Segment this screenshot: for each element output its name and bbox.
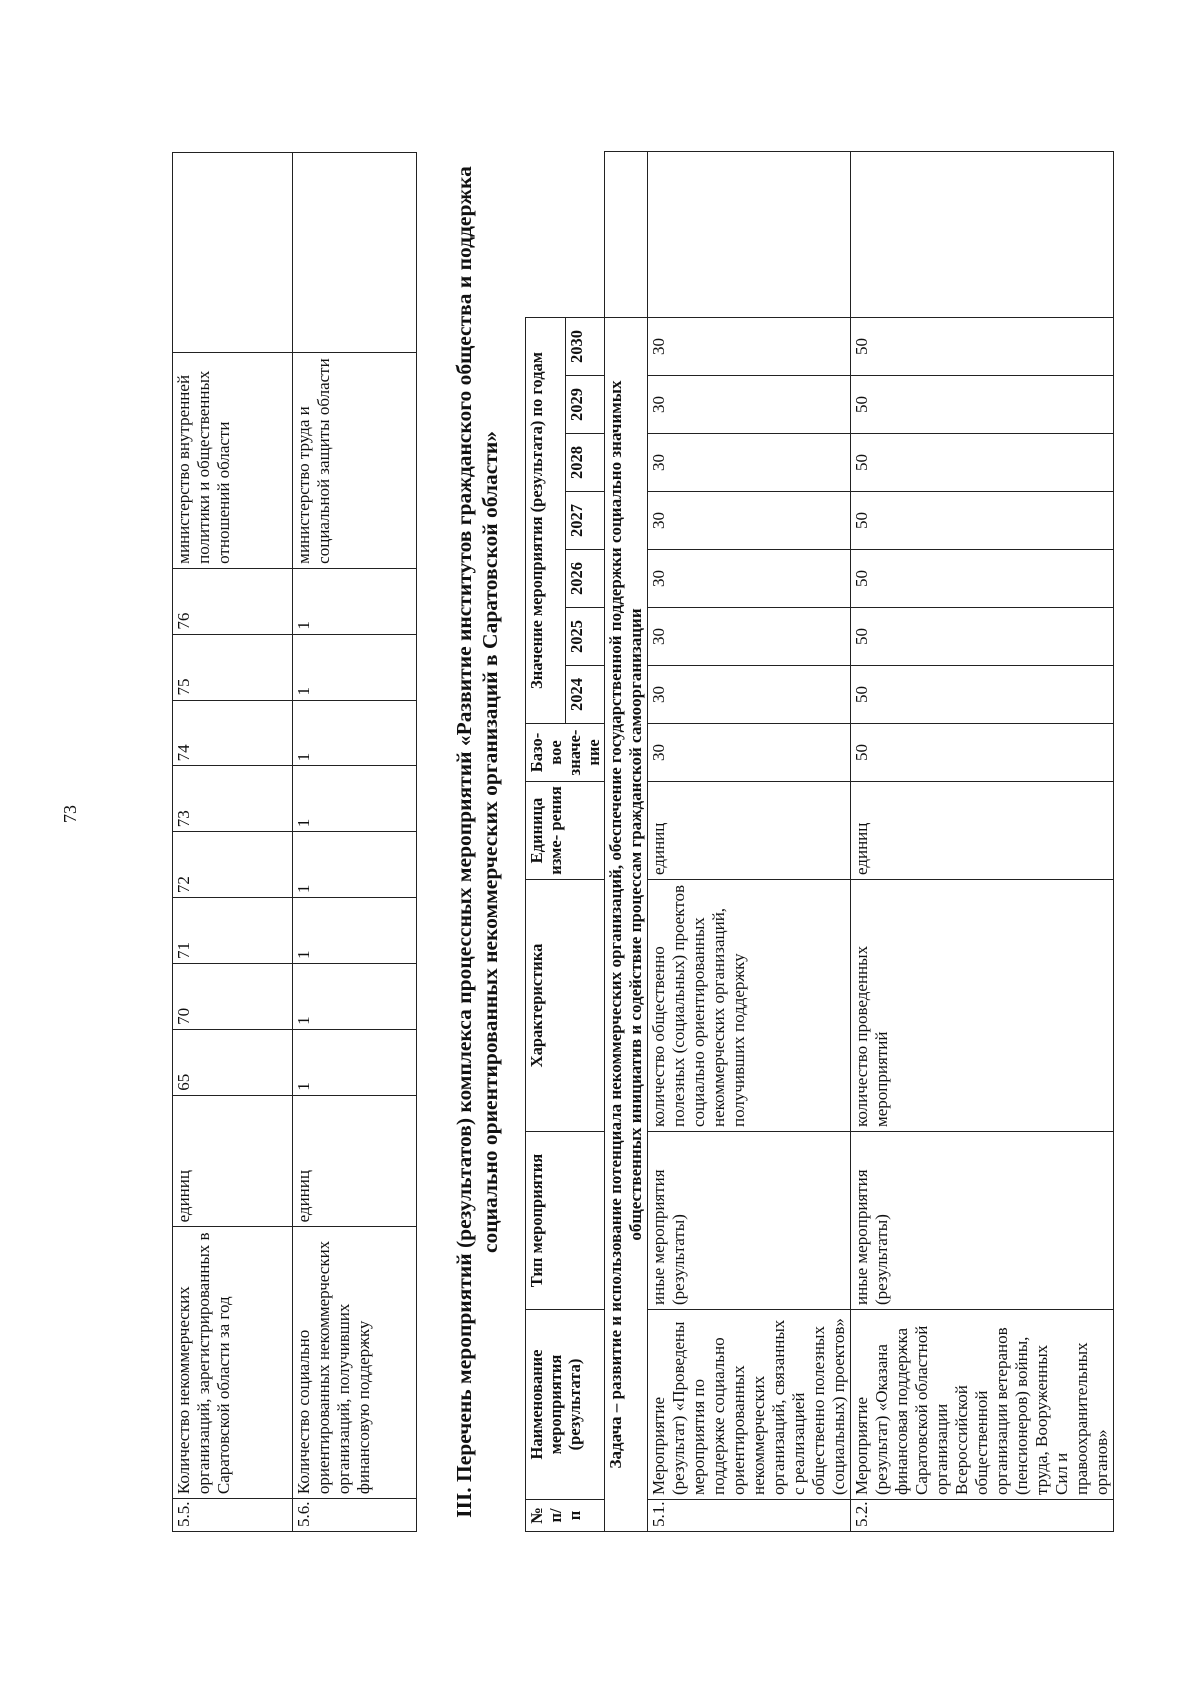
year-header: 2029 <box>565 376 605 434</box>
value-cell: 30 <box>648 550 851 608</box>
value-cell: 50 <box>851 666 1114 724</box>
responsible-cell: министерство труда и социальной защиты области <box>293 352 417 568</box>
value-cell: 50 <box>851 492 1114 550</box>
value-cell: 30 <box>648 492 851 550</box>
table-row <box>293 153 417 1532</box>
section-heading: III. Перечень мероприятий (результатов) комплекса процессных мероприятий «Развитие институтов гражданского общества и поддержка социально ориентированных некоммерческих организаций в Саратовской области» <box>452 166 502 1518</box>
value-cell: 73 <box>173 766 293 832</box>
year-header: 2027 <box>565 492 605 550</box>
value-cell: 50 <box>851 376 1114 434</box>
event-characteristic: количество общественно полезных (социальных) проектов социально ориентированных некоммерческих организаций, получивших поддержку <box>648 880 851 1132</box>
event-type: иные мероприятия (результаты) <box>851 1132 1114 1310</box>
event-characteristic: количество проведенных мероприятий <box>851 880 1114 1132</box>
empty-cell <box>605 151 648 317</box>
empty-cell <box>851 151 1114 317</box>
base-value: 30 <box>648 724 851 782</box>
empty-cell <box>293 153 417 353</box>
value-cell: 50 <box>851 434 1114 492</box>
unit-cell: единиц <box>293 1095 417 1227</box>
value-cell: 1 <box>293 963 417 1029</box>
indicators-table <box>172 152 417 1532</box>
value-cell: 70 <box>173 963 293 1029</box>
value-cell: 30 <box>648 317 851 375</box>
value-cell: 1 <box>293 766 417 832</box>
value-cell: 50 <box>851 317 1114 375</box>
value-cell: 1 <box>293 832 417 898</box>
year-header: 2028 <box>565 434 605 492</box>
header-base: Базо- вое значе- ние <box>526 724 605 782</box>
value-cell: 1 <box>293 568 417 634</box>
header-name: Наименование мероприятия (результата) <box>526 1310 605 1500</box>
event-name: Мероприятие (результат) «Проведены мероприятия по поддержке социально ориентированных некоммерческих организаций, связанных с реализацией общественно полезных (социальных) проектов» <box>648 1310 851 1500</box>
value-cell: 30 <box>648 376 851 434</box>
unit-cell: единиц <box>173 1095 293 1227</box>
year-header: 2026 <box>565 550 605 608</box>
value-cell: 50 <box>851 608 1114 666</box>
header-characteristic: Характеристика <box>526 880 605 1132</box>
row-number: 5.5. <box>173 1499 293 1532</box>
table-row <box>173 153 293 1532</box>
header-values-by-year: Значение мероприятия (результата) по годам <box>526 317 566 723</box>
value-cell: 30 <box>648 608 851 666</box>
value-cell: 72 <box>173 832 293 898</box>
year-header: 2024 <box>565 666 605 724</box>
task-row <box>605 151 648 1531</box>
header-unit: Единица изме- рения <box>526 782 605 880</box>
value-cell: 65 <box>173 1029 293 1095</box>
indicator-name: Количество некоммерческих организаций, зарегистрированных в Саратовской области за год <box>173 1227 293 1499</box>
table-row <box>851 151 1114 1531</box>
value-cell: 1 <box>293 700 417 766</box>
task-text: Задача – развитие и использование потенциала некоммерческих организаций, обеспечение государственной поддержки социально значимых общественных инициатив и содействие процессам гражданской самоорганизации <box>605 317 648 1531</box>
year-header: 2030 <box>565 317 605 375</box>
header-type: Тип мероприятия <box>526 1132 605 1310</box>
value-cell: 1 <box>293 1029 417 1095</box>
events-table <box>525 151 1114 1532</box>
value-cell: 30 <box>648 434 851 492</box>
table-row <box>648 151 851 1531</box>
empty-cell <box>648 151 851 317</box>
rotated-page-content <box>172 72 1111 1532</box>
value-cell: 76 <box>173 568 293 634</box>
event-type: иные мероприятия (результаты) <box>648 1132 851 1310</box>
empty-cell <box>173 153 293 353</box>
responsible-cell: министерство внутренней политики и общественных отношений области <box>173 352 293 568</box>
value-cell: 50 <box>851 550 1114 608</box>
event-name: Мероприятие (результат) «Оказана финансовая поддержка Саратовской областной организации Всероссийской общественной организации ветеранов (пенсионеров) войны, труда, Вооруженных Сил и правоохранительных органов» <box>851 1310 1114 1500</box>
row-number: 5.2. <box>851 1500 1114 1532</box>
value-cell: 74 <box>173 700 293 766</box>
header-num: № п/п <box>526 1500 605 1532</box>
indicator-name: Количество социально ориентированных некоммерческих организаций, получивших финансовую поддержку <box>293 1227 417 1499</box>
value-cell: 1 <box>293 634 417 700</box>
value-cell: 30 <box>648 666 851 724</box>
value-cell: 1 <box>293 898 417 964</box>
unit-cell: единиц <box>851 782 1114 880</box>
row-number: 5.1. <box>648 1500 851 1532</box>
row-number: 5.6. <box>293 1499 417 1532</box>
header-row <box>526 151 566 1531</box>
year-header: 2025 <box>565 608 605 666</box>
value-cell: 71 <box>173 898 293 964</box>
value-cell: 75 <box>173 634 293 700</box>
base-value: 50 <box>851 724 1114 782</box>
page-number: 73 <box>60 805 80 823</box>
unit-cell: единиц <box>648 782 851 880</box>
empty-cell <box>526 151 605 317</box>
